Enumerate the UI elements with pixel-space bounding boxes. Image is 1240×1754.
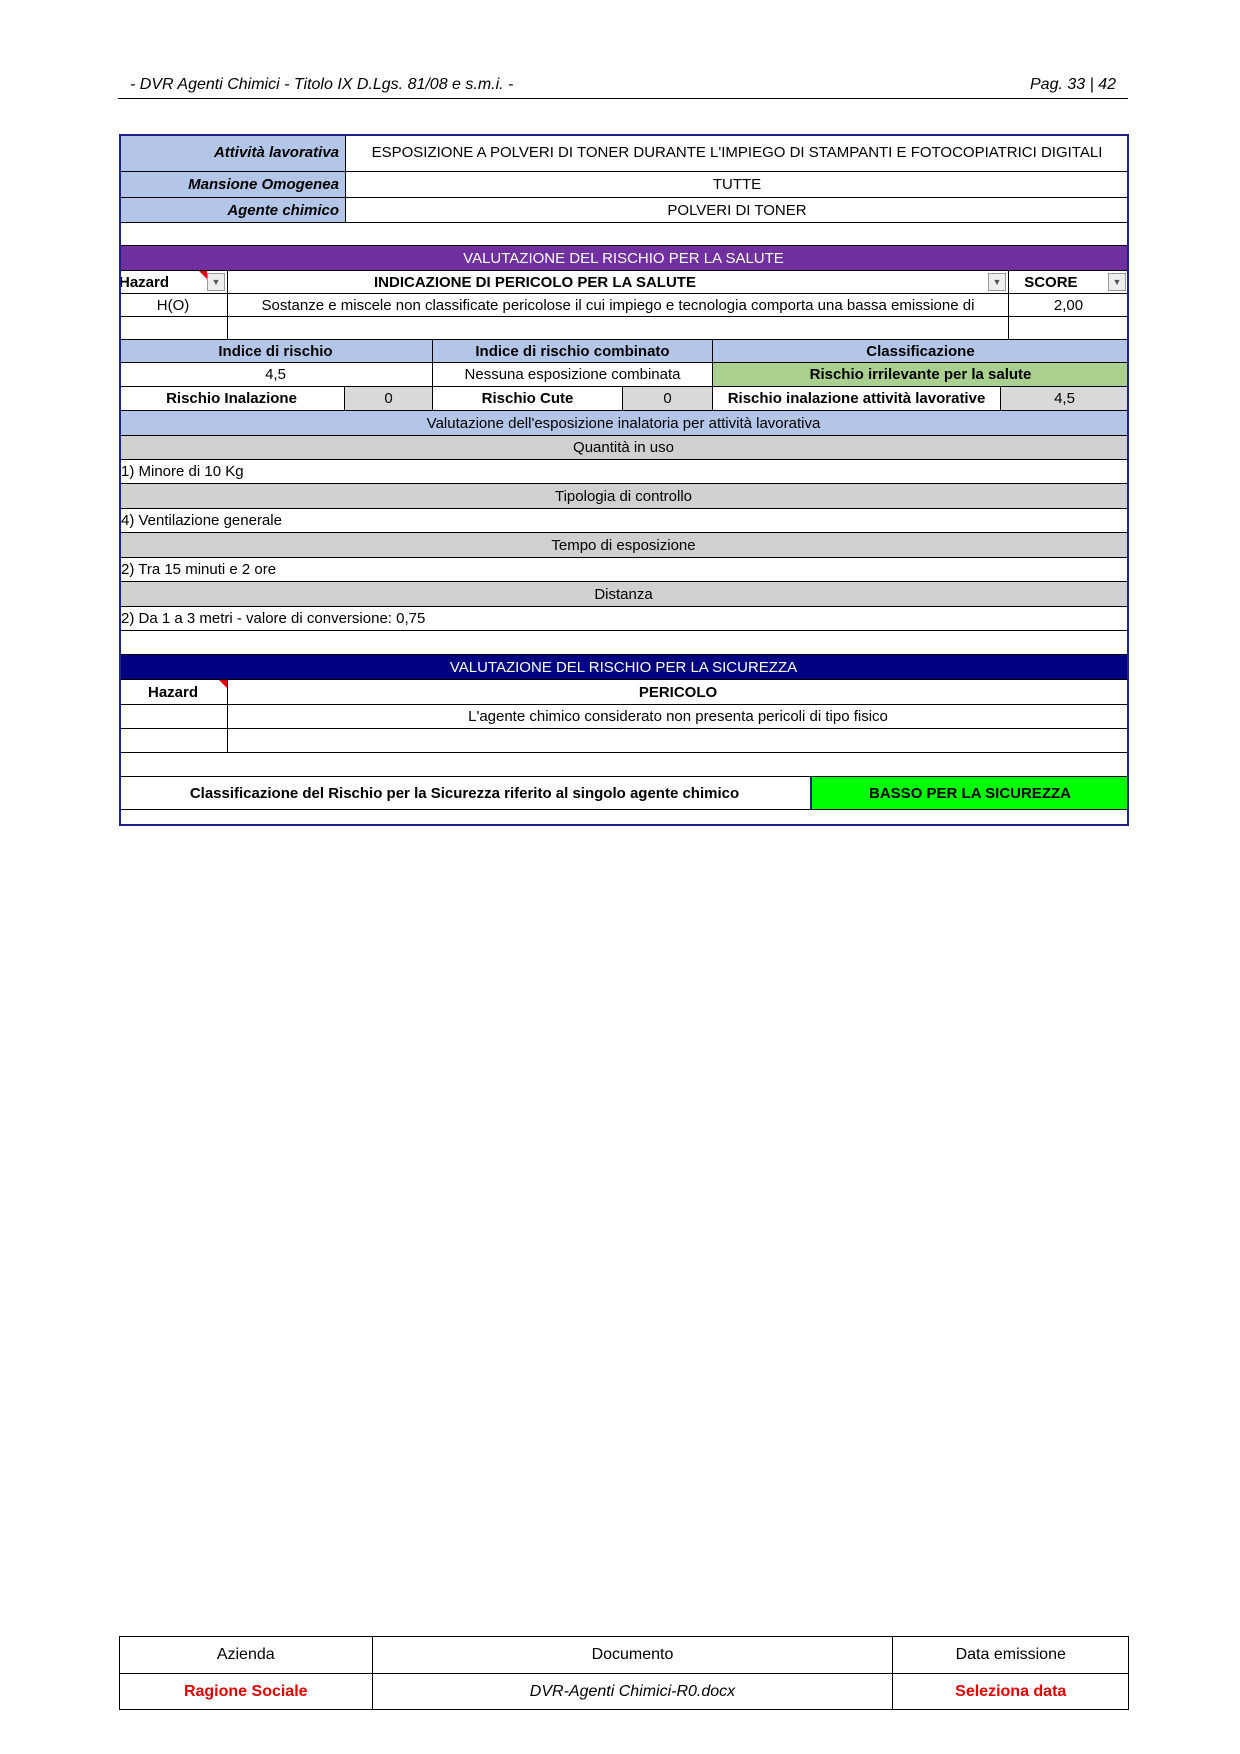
footer-azienda-label: Azienda — [120, 1637, 373, 1673]
row-salute-header — [119, 271, 1129, 294]
indice-value: 4,5 — [119, 363, 433, 387]
table-row — [119, 317, 1129, 340]
mansione-label: Mansione Omogenea — [119, 172, 346, 198]
spacer-row — [119, 223, 1129, 246]
col-score-header[interactable] — [1009, 271, 1129, 294]
indicazione-cell-empty — [228, 317, 1009, 340]
sicurezza-hazard-label: Hazard — [147, 683, 199, 701]
row-quantita-label — [119, 436, 1129, 460]
col-hazard-label: Hazard — [119, 273, 170, 291]
indice-combinato-label: Indice di rischio combinato — [433, 340, 713, 363]
header-title: - DVR Agenti Chimici - Titolo IX D.Lgs. 81/08 e s.m.i. - — [130, 76, 514, 93]
comment-indicator-icon — [199, 271, 207, 279]
spacer-row — [119, 631, 1129, 655]
col-indicazione-label: INDICAZIONE DI PERICOLO PER LA SALUTE — [374, 273, 696, 291]
table-row — [119, 729, 1129, 753]
table-row — [119, 294, 1129, 317]
classificazione-label: Classificazione — [713, 340, 1129, 363]
page-header — [118, 76, 1128, 99]
hazard-cell-empty — [119, 317, 228, 340]
classificazione-value: Rischio irrilevante per la salute — [713, 363, 1129, 387]
comment-indicator-icon — [219, 680, 227, 688]
tempo-value: 2) Tra 15 minuti e 2 ore — [119, 558, 1129, 582]
row-tipologia-label — [119, 484, 1129, 509]
footer-data-value[interactable]: Seleziona data — [955, 1683, 1067, 1700]
esposizione-title: Valutazione dell'esposizione inalatoria per attività lavorativa — [119, 411, 1129, 436]
spacer-cell — [119, 223, 1129, 246]
row-indici-values — [119, 363, 1129, 387]
hazard-cell: H(O) — [119, 294, 228, 317]
quantita-value: 1) Minore di 10 Kg — [119, 460, 1129, 484]
sicurezza-pericolo-cell: L'agente chimico considerato non presenta pericoli di tipo fisico — [228, 705, 1129, 729]
col-score-label: SCORE — [1024, 273, 1078, 291]
dropdown-icon[interactable]: ▼ — [1108, 273, 1126, 291]
page-number: Pag. 33 | 42 — [1030, 76, 1116, 93]
attivita-label: Attività lavorativa — [119, 134, 346, 172]
row-distanza-label — [119, 582, 1129, 607]
distanza-value: 2) Da 1 a 3 metri - valore di conversione: 0,75 — [119, 607, 1129, 631]
footer-documento-value: DVR-Agenti Chimici-R0.docx — [373, 1674, 894, 1710]
sicurezza-classificazione-label: Classificazione del Rischio per la Sicurezza riferito al singolo agente chimico — [119, 777, 812, 810]
dropdown-icon[interactable]: ▼ — [988, 273, 1006, 291]
cute-value: 0 — [623, 387, 713, 411]
agente-value: POLVERI DI TONER — [346, 198, 1129, 223]
row-salute-title — [119, 246, 1129, 271]
row-indici-header — [119, 340, 1129, 363]
indice-combinato-value: Nessuna esposizione combinata — [433, 363, 713, 387]
footer-azienda-value[interactable]: Ragione Sociale — [120, 1674, 373, 1710]
tempo-label: Tempo di esposizione — [119, 533, 1129, 558]
footer-documento-label: Documento — [373, 1637, 894, 1673]
cute-label: Rischio Cute — [433, 387, 623, 411]
row-distanza-value — [119, 607, 1129, 631]
row-rischi — [119, 387, 1129, 411]
page-footer — [119, 1636, 1129, 1710]
indice-label: Indice di rischio — [119, 340, 433, 363]
indicazione-cell: Sostanze e miscele non classificate pericolose il cui impiego e tecnologia comporta una bassa emissione di — [228, 294, 1009, 317]
spacer-row — [119, 753, 1129, 777]
inalazione-attivita-label: Rischio inalazione attività lavorative — [713, 387, 1001, 411]
footer-data-label: Data emissione — [955, 1646, 1066, 1663]
footer-header-row — [120, 1637, 1128, 1673]
sicurezza-hazard-cell — [119, 705, 228, 729]
row-mansione — [119, 172, 1129, 198]
row-classificazione-sicurezza — [119, 777, 1129, 810]
sicurezza-pericolo-header: PERICOLO — [228, 680, 1129, 705]
row-esposizione-title — [119, 411, 1129, 436]
inalazione-attivita-value: 4,5 — [1001, 387, 1129, 411]
agente-label: Agente chimico — [119, 198, 346, 223]
spacer-cell — [119, 631, 1129, 655]
salute-title: VALUTAZIONE DEL RISCHIO PER LA SALUTE — [119, 246, 1129, 271]
col-hazard-header[interactable] — [119, 271, 228, 294]
sicurezza-title: VALUTAZIONE DEL RISCHIO PER LA SICUREZZA — [119, 655, 1129, 680]
row-tipologia-value — [119, 509, 1129, 533]
row-attivita — [119, 134, 1129, 172]
col-indicazione-header[interactable] — [228, 271, 1009, 294]
row-quantita-value — [119, 460, 1129, 484]
sicurezza-pericolo-cell-empty — [228, 729, 1129, 753]
inalazione-label: Rischio Inalazione — [119, 387, 345, 411]
sicurezza-hazard-header — [119, 680, 228, 705]
inalazione-value: 0 — [345, 387, 433, 411]
row-agente — [119, 198, 1129, 223]
row-tempo-label — [119, 533, 1129, 558]
row-tempo-value — [119, 558, 1129, 582]
sicurezza-hazard-cell-empty — [119, 729, 228, 753]
footer-value-row — [120, 1673, 1128, 1710]
row-sicurezza-title — [119, 655, 1129, 680]
quantita-label: Quantità in uso — [119, 436, 1129, 460]
sicurezza-classificazione-value: BASSO PER LA SICUREZZA — [812, 777, 1129, 810]
filter-icon[interactable]: ▼ — [207, 273, 225, 291]
tipologia-label: Tipologia di controllo — [119, 484, 1129, 509]
attivita-value: ESPOSIZIONE A POLVERI DI TONER DURANTE L'IMPIEGO DI STAMPANTI E FOTOCOPIATRICI DIGITALI — [346, 134, 1129, 172]
score-cell-empty — [1009, 317, 1129, 340]
table-row — [119, 705, 1129, 729]
spacer-cell — [119, 753, 1129, 777]
score-cell: 2,00 — [1009, 294, 1129, 317]
distanza-label: Distanza — [119, 582, 1129, 607]
mansione-value: TUTTE — [346, 172, 1129, 198]
row-sicurezza-header — [119, 680, 1129, 705]
tipologia-value: 4) Ventilazione generale — [119, 509, 1129, 533]
